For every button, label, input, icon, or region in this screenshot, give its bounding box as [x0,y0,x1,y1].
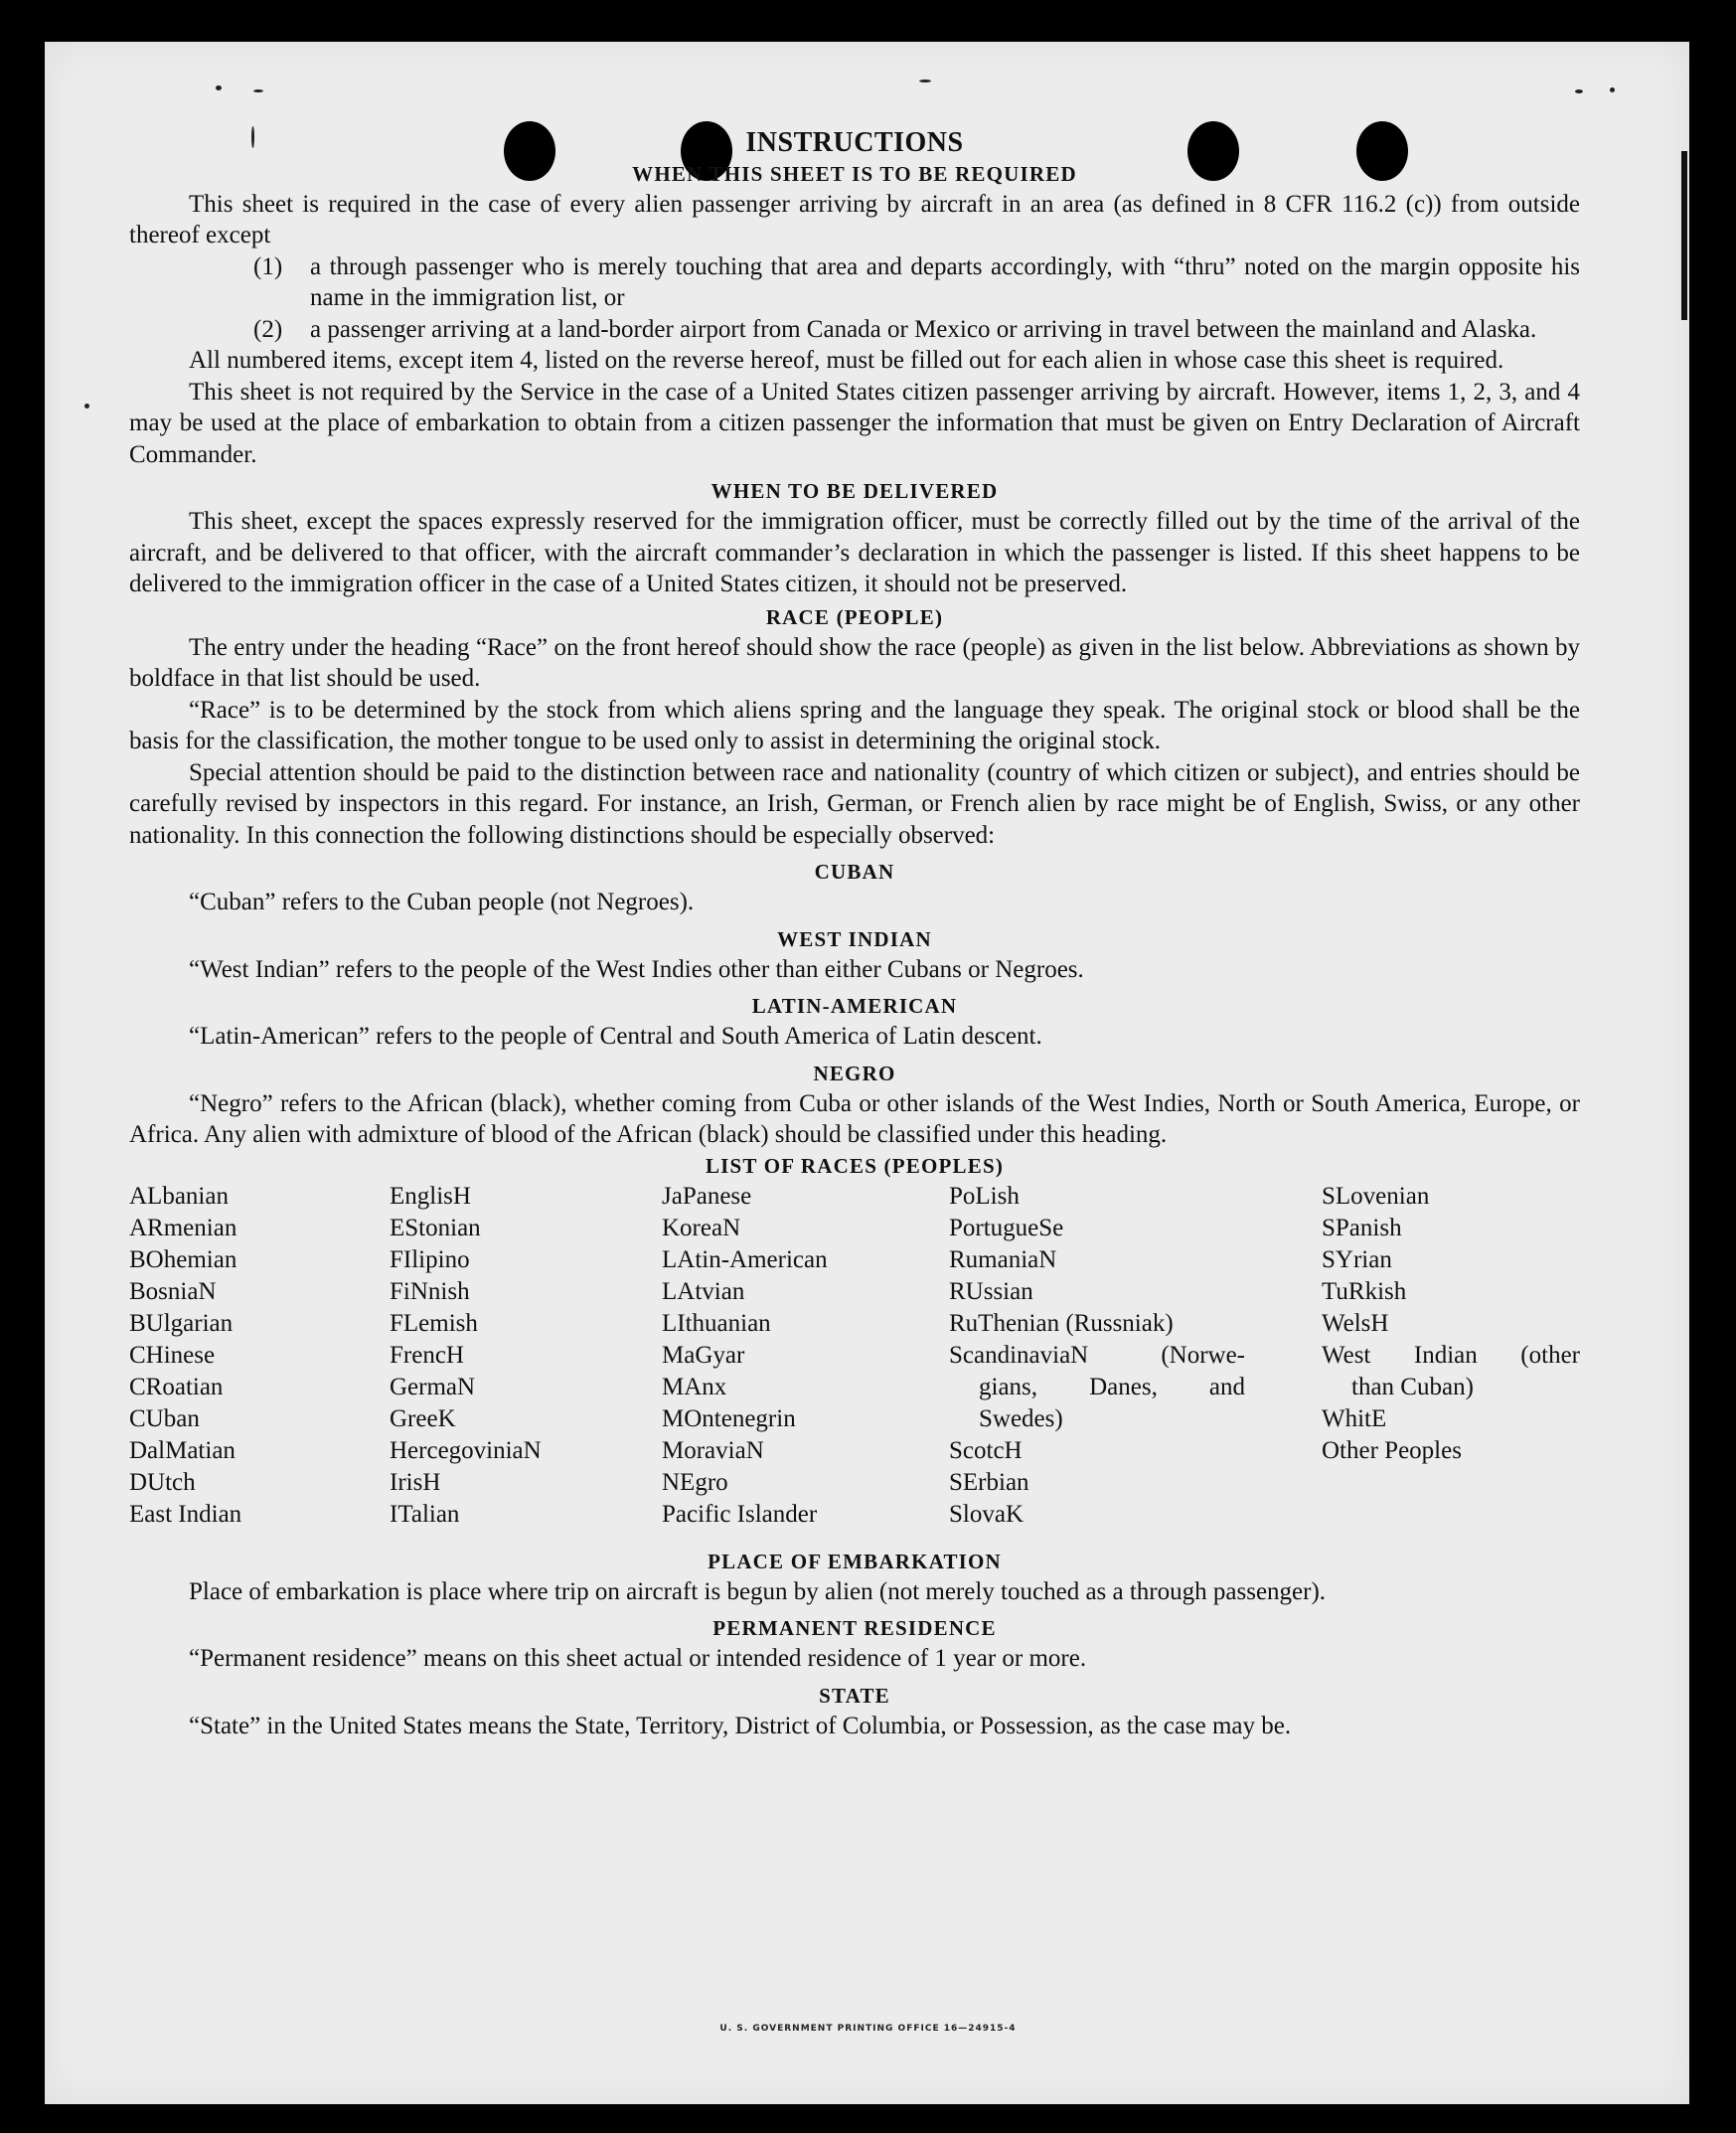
race-entry: ALbanian [129,1182,229,1210]
printer-imprint: U. S. GOVERNMENT PRINTING OFFICE 16—24915-4 [719,2024,1017,2034]
race-entry-continuation: than Cuban) [1351,1373,1474,1400]
heading-cuban: CUBAN [814,860,895,884]
item-number: (2) [253,315,283,343]
races-column [662,1181,828,1531]
race-entry-continuation: gians, Danes, and [979,1373,1245,1400]
race-entry: SErbian [949,1468,1029,1496]
race-entry: BosniaN [129,1277,217,1305]
race-entry: SlovaK [949,1500,1024,1528]
race-entry: CHinese [129,1341,216,1369]
race-entry: FiNnish [390,1277,470,1305]
paragraph: “Race” is to be determined by the stock from which aliens spring and the language they speak. The original stock or blood shall be the basis for the classification, the mother tongue to be used only to assist in determining the original stock. [129,696,1580,754]
race-entry: ITalian [390,1500,460,1528]
race-entry: EnglisH [390,1182,471,1210]
paragraph: “West Indian” refers to the people of the West Indies other than either Cubans or Negroes. [189,955,1084,983]
races-column [129,1181,241,1531]
heading-state: STATE [819,1683,890,1708]
race-entry: WhitE [1322,1404,1387,1432]
race-entry: MAnx [662,1373,727,1400]
paragraph: This sheet is required in the case of every alien passenger arriving by aircraft in an area (as defined in 8 CFR 116.2 (c)) from outside thereof except [129,190,1580,248]
race-entry: East Indian [129,1500,242,1528]
scan-speck [1575,89,1583,93]
paragraph: Place of embarkation is place where trip on aircraft is begun by alien (not merely touched as a through passenger). [189,1577,1327,1605]
paragraph: This sheet is not required by the Service in the case of a United States citizen passenger arriving by aircraft. However, items 1, 2, 3, and 4 may be used at the place of embarkation to obtain from a citizen passenger the information that must be given on Entry Declaration of Aircraft Commander. [129,378,1580,468]
race-entry: RuThenian (Russniak) [949,1309,1174,1337]
race-entry: BOhemian [129,1245,237,1273]
heading-list-of-races: LIST OF RACES (PEOPLES) [705,1153,1005,1178]
race-entry: HercegoviniaN [390,1436,542,1464]
race-entry: PortugueSe [949,1214,1064,1241]
heading-latin-american: LATIN-AMERICAN [751,994,958,1018]
race-entry: Other Peoples [1322,1436,1462,1464]
heading-permanent-residence: PERMANENT RESIDENCE [712,1616,997,1640]
heading-negro: NEGRO [813,1061,896,1085]
race-entry: ScotcH [949,1436,1023,1464]
race-entry: KoreaN [662,1214,741,1241]
scan-speck [919,80,931,82]
race-entry: DalMatian [129,1436,236,1464]
scan-speck [216,85,222,90]
race-entry-continuation: Swedes) [979,1404,1063,1432]
scan-speck [1610,87,1615,92]
race-entry: PoLish [949,1182,1020,1210]
heading-west-indian: WEST INDIAN [777,926,932,951]
scan-speck [84,404,89,409]
race-entry: RumaniaN [949,1245,1057,1273]
list-item [253,251,1580,314]
race-entry: JaPanese [662,1182,752,1210]
paragraph: This sheet, except the spaces expressly reserved for the immigration officer, must be correctly filled out by the time of the arrival of the aircraft, and be delivered to that officer, with the aircraft commander’s declaration in which the passenger is listed. If this sheet happens to be delivered to the immigration officer in the case of a United States citizen, it should not be preserved. [129,508,1580,597]
race-entry: IrisH [390,1468,441,1496]
race-entry: RUssian [949,1277,1033,1305]
races-table [129,1181,1580,1541]
race-entry: BUlgarian [129,1309,234,1337]
race-entry: CRoatian [129,1373,224,1400]
race-entry: West Indian (other [1322,1341,1580,1369]
instructions-body [129,127,1580,1741]
item-text: a passenger arriving at a land-border airport from Canada or Mexico or arriving in travel between the mainland and Alaska. [310,315,1537,343]
paragraph: “Permanent residence” means on this sheet actual or intended residence of 1 year or more. [189,1645,1087,1672]
race-entry: SPanish [1322,1214,1402,1241]
heading-place-of-embarkation: PLACE OF EMBARKATION [708,1549,1002,1573]
race-entry: LAtin-American [662,1245,828,1273]
paragraph: “Cuban” refers to the Cuban people (not Negroes). [189,889,695,915]
race-entry: DUtch [129,1468,196,1496]
race-entry: LAtvian [662,1277,745,1305]
item-text: a through passenger who is merely touching that area and departs accordingly, with “thru” noted on the margin opposite his name in the immigration list, or [310,252,1580,311]
heading-when-delivered: WHEN TO BE DELIVERED [710,479,999,503]
race-entry: LIthuanian [662,1309,771,1337]
race-entry: FrencH [390,1341,464,1369]
paragraph: All numbered items, except item 4, listed on the reverse hereof, must be filled out for each alien in whose case this sheet is required. [189,347,1504,374]
races-column [390,1181,542,1531]
page-title: INSTRUCTIONS [745,127,964,158]
race-entry: ScandinaviaN (Norwe- [949,1341,1245,1369]
page-edge-shadow [1681,151,1687,320]
scan-speck [253,89,263,92]
race-entry: Pacific Islander [662,1500,818,1528]
race-entry: NEgro [662,1468,728,1496]
item-number: (1) [253,252,283,280]
paragraph: Special attention should be paid to the distinction between race and nationality (country of which citizen or subject), and entries should be carefully revised by inspectors in this regard. For instance, an Irish, German, or French alien by race might be of English, Swiss, or any other nationality. In this connection the following distinctions should be especially observed: [129,758,1580,849]
race-entry: TuRkish [1322,1277,1407,1305]
paragraph: “Negro” refers to the African (black), whether coming from Cuba or other islands of the West Indies, North or South America, Europe, or Africa. Any alien with admixture of blood of the African (black) should be classified under this heading. [129,1089,1580,1148]
race-entry: MoraviaN [662,1436,764,1464]
race-entry: FLemish [390,1309,478,1337]
paragraph: “State” in the United States means the State, Territory, District of Columbia, or Possession, as the case may be. [189,1712,1292,1739]
races-column [949,1181,1245,1531]
race-entry: CUban [129,1404,200,1432]
race-entry: SYrian [1322,1245,1392,1273]
race-entry: WelsH [1322,1309,1389,1337]
race-entry: GermaN [390,1373,476,1400]
race-entry: FIlipino [390,1245,470,1273]
race-entry: GreeK [390,1404,456,1432]
paragraph: The entry under the heading “Race” on the front hereof should show the race (people) as given in the list below. Abbreviations as shown by boldface in that list should be used. [129,633,1580,692]
race-entry: MOntenegrin [662,1404,796,1432]
list-item [253,314,1580,346]
race-entry: ARmenian [129,1214,237,1241]
race-entry: EStonian [390,1214,481,1241]
race-entry: SLovenian [1322,1182,1430,1210]
heading-race: RACE (PEOPLE) [765,604,944,629]
race-entry: MaGyar [662,1341,745,1369]
races-column [1322,1181,1580,1467]
heading-when-required: WHEN THIS SHEET IS TO BE REQUIRED [632,161,1077,186]
paragraph: “Latin-American” refers to the people of Central and South America of Latin descent. [189,1023,1042,1050]
